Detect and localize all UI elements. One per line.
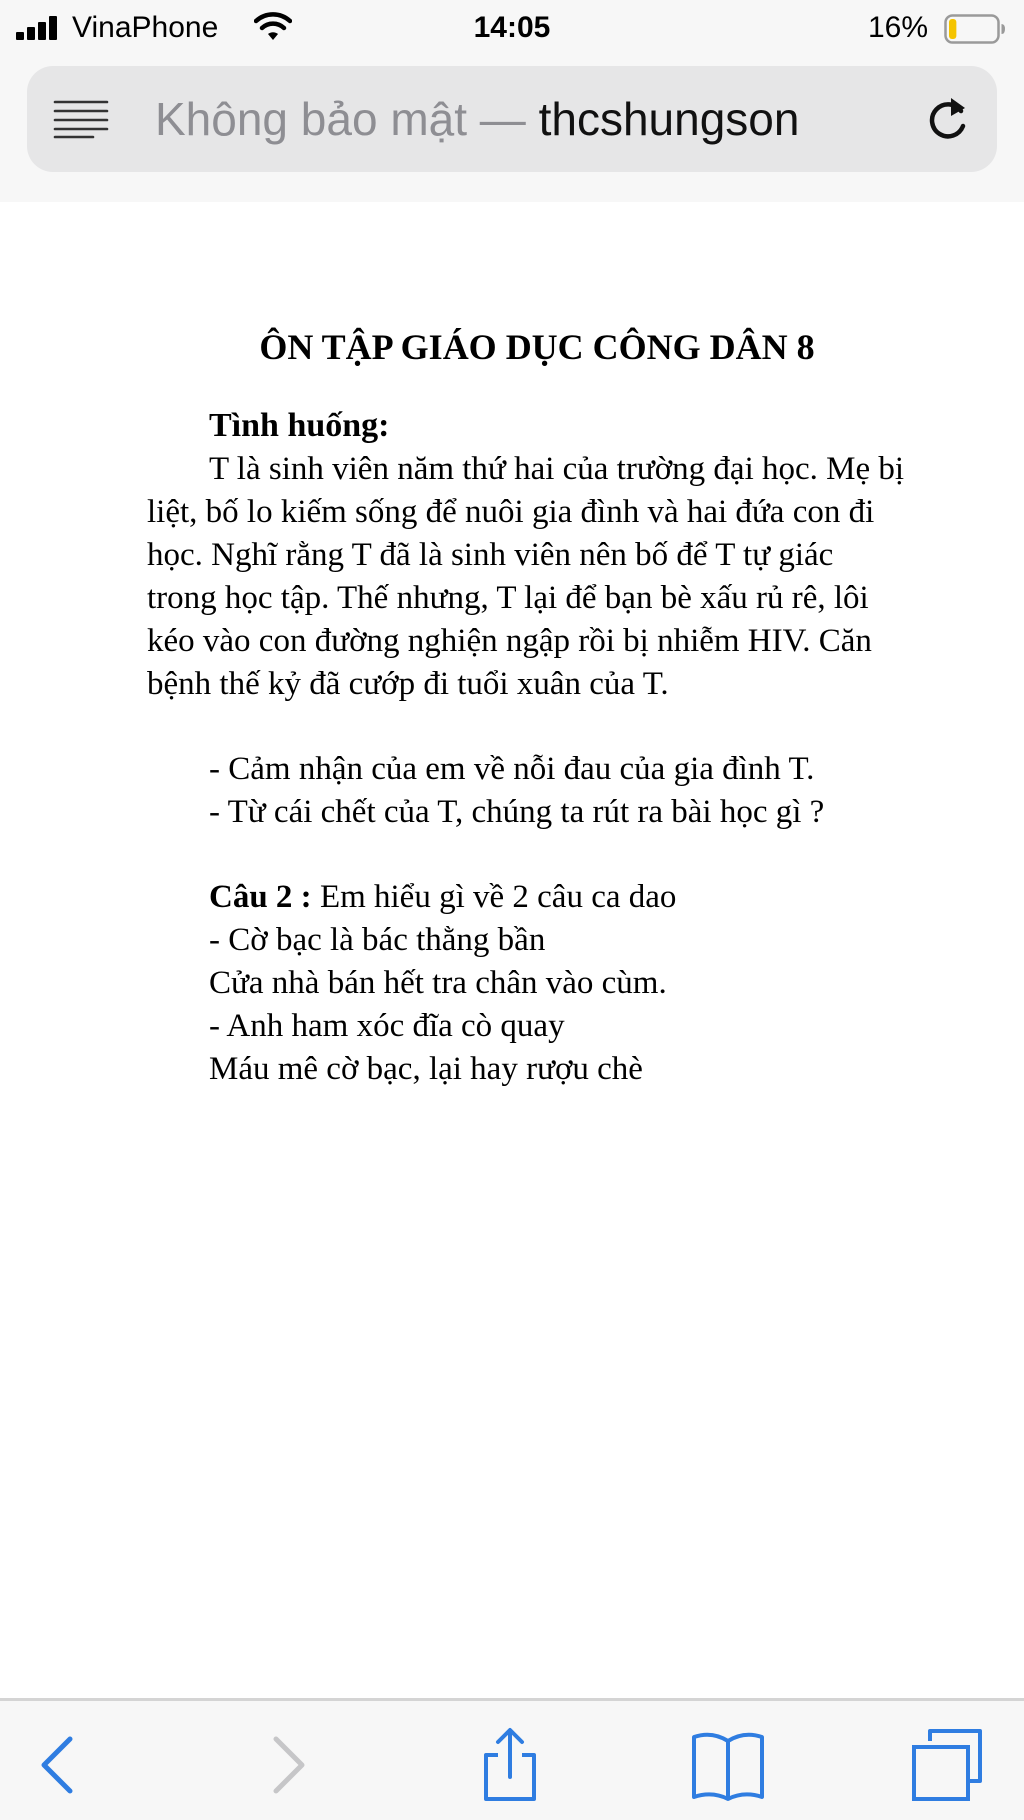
chevron-right-icon xyxy=(246,1727,326,1803)
document-title: ÔN TẬP GIÁO DỤC CÔNG DÂN 8 xyxy=(259,327,815,367)
situation-heading: Tình huống: xyxy=(209,407,390,444)
back-button[interactable] xyxy=(20,1727,100,1803)
situation-paragraph: T là sinh viên năm thứ hai của trường đại học. Mẹ bị liệt, bố lo kiếm sống để nuôi gia đình và hai đứa con đi học. Nghĩ rằng T đã là sinh viên nên bố để T tự giác trong học tập. Thế nhưng, T lại để bạn bè xấu rủ rê, lôi kéo vào con đường nghiện ngập rồi bị nhiễm HIV. Căn bệnh thế kỷ đã cướp đi tuổi xuân của T. xyxy=(147,451,905,702)
tabs-button[interactable] xyxy=(908,1727,988,1803)
url-domain: thcshungson xyxy=(538,93,800,145)
address-bar[interactable] xyxy=(27,66,997,172)
battery-percentage: 16% xyxy=(867,11,928,44)
battery-icon xyxy=(944,14,1006,44)
security-label: Không bảo mật — xyxy=(155,93,539,145)
document-page xyxy=(0,202,1024,1698)
tabs-icon xyxy=(908,1727,988,1803)
url-text[interactable] xyxy=(155,88,911,150)
proverb-line: Cửa nhà bán hết tra chân vào cùm. xyxy=(209,965,667,1001)
proverb-line: - Cờ bạc là bác thằng bần xyxy=(209,922,546,958)
status-time: 14:05 xyxy=(473,11,551,44)
forward-button[interactable] xyxy=(246,1727,326,1803)
browser-toolbar xyxy=(0,1698,1024,1820)
battery-fill xyxy=(949,19,956,39)
open-book-icon xyxy=(688,1727,768,1803)
share-button[interactable] xyxy=(470,1727,550,1803)
question-2-text: Em hiểu gì về 2 câu ca dao xyxy=(311,879,677,915)
question-2-label: Câu 2 : xyxy=(209,879,312,915)
proverb-line: - Anh ham xóc đĩa cò quay xyxy=(209,1008,565,1044)
status-bar xyxy=(0,0,1024,56)
reader-view-icon[interactable] xyxy=(53,99,109,139)
question-item: - Cảm nhận của em về nỗi đau của gia đình T. xyxy=(209,751,815,787)
question-2-line xyxy=(209,876,676,919)
bookmarks-button[interactable] xyxy=(688,1727,768,1803)
carrier-name: VinaPhone xyxy=(72,11,219,44)
chevron-left-icon xyxy=(20,1727,100,1803)
browser-header xyxy=(0,56,1024,205)
share-icon xyxy=(470,1727,550,1803)
reload-icon[interactable] xyxy=(923,94,971,144)
question-item: - Từ cái chết của T, chúng ta rút ra bài học gì ? xyxy=(209,794,825,830)
proverb-line: Máu mê cờ bạc, lại hay rượu chè xyxy=(209,1051,643,1087)
